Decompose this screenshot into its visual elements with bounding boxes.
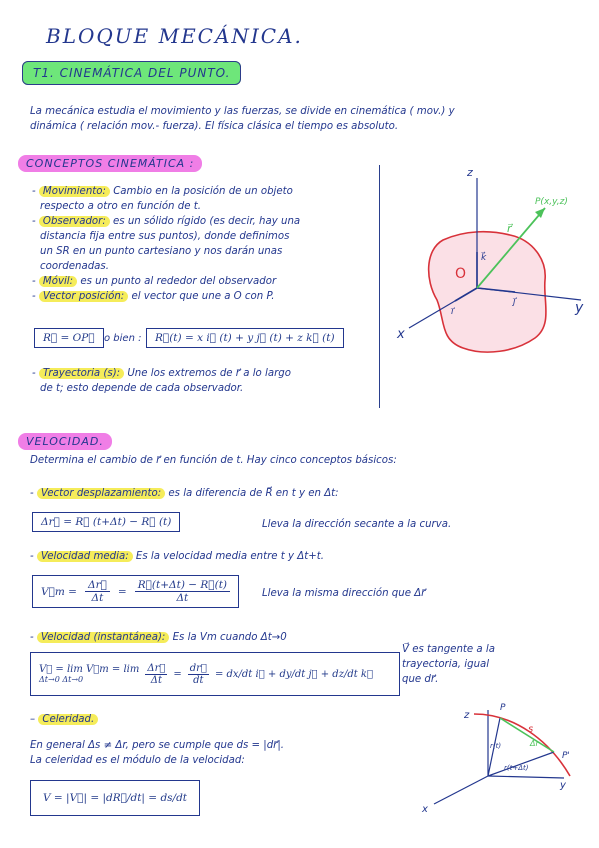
y-axis-2 xyxy=(488,776,564,778)
r-t-dt-label: r(t+Δt) xyxy=(504,764,529,772)
movil-term: Móvil: xyxy=(39,276,77,287)
eq-inst-a: V⃗ = lim V⃗m = lim xyxy=(39,664,140,675)
z-label: z xyxy=(467,166,473,179)
inst-note-2: trayectoria, igual xyxy=(402,659,490,670)
desplazamiento-note: Lleva la dirección secante a la curva. xyxy=(262,519,452,530)
desplazamiento-text: es la diferencia de R⃗ en t y en Δt: xyxy=(165,488,339,499)
position-vector-diagram xyxy=(385,160,595,410)
k-label: k⃗ xyxy=(481,253,487,263)
velocidad-heading-wrap xyxy=(18,430,112,449)
velocidad-heading: VELOCIDAD. xyxy=(18,433,112,450)
intro-paragraph xyxy=(30,104,570,134)
s-label: s xyxy=(528,724,534,735)
y-label: y xyxy=(575,300,584,316)
celeridad-text-1: En general Δs ≠ Δr, pero se cumple que ds = |dr⃗|. xyxy=(30,740,285,751)
movil-item: - Móvil: es un punto al rededor del observador xyxy=(32,276,277,287)
movimiento-term: Movimiento: xyxy=(39,186,110,197)
trajectory-diagram xyxy=(404,700,594,820)
eq-vm-frac-1 xyxy=(85,579,110,604)
vector-posicion-term: Vector posición: xyxy=(39,291,128,302)
velocidad-inst-text: Es la Vm cuando Δt→0 xyxy=(169,632,287,643)
observador-text-1: es un sólido rígido (es decir, hay una xyxy=(109,216,301,227)
eq-vm-equals: = xyxy=(117,585,127,598)
eq-inst-lim xyxy=(39,664,139,684)
eq-r-full: R⃗(t) = x i⃗ (t) + y j⃗ (t) + z k⃗ (t) xyxy=(146,328,344,348)
i-label: i⃗ xyxy=(451,307,454,317)
movimiento-text-1: Cambio en la posición de un objeto xyxy=(109,186,293,197)
eq-inst-frac-1 xyxy=(145,663,167,686)
eq-inst-equals: = xyxy=(173,668,182,680)
observador-text-4: coordenadas. xyxy=(40,261,109,272)
column-divider xyxy=(379,165,380,408)
observador-text-3: un SR en un punto cartesiano y nos darán unas xyxy=(40,246,283,257)
celeridad-term: Celeridad. xyxy=(38,714,98,725)
eq-inst-b-num: dr⃗ xyxy=(189,662,207,674)
eq-or-label: o bien : xyxy=(104,333,142,344)
eq-inst-b-den: dt xyxy=(193,674,204,686)
inst-note-1: V⃗ es tangente a la xyxy=(402,644,495,655)
eq-vm-num-2: R⃗(t+Δt) − R⃗(t) xyxy=(135,579,230,592)
origin-label: O xyxy=(455,266,467,282)
eq-celeridad: V = |V⃗| = |dR⃗/dt| = ds/dt xyxy=(30,780,200,816)
eq-velocidad-media xyxy=(32,575,239,608)
eq-inst-sub: Δt→0 Δt→0 xyxy=(39,675,84,684)
trayectoria-text-1: Une los extremos de r⃗ a lo largo xyxy=(124,368,291,379)
intro-line-2: dinámica ( relación mov.- fuerza). El física clásica el tiempo es absoluto. xyxy=(30,121,399,132)
velocidad-inst-note xyxy=(402,642,572,687)
celeridad-text-2: La celeridad es el módulo de la velocidad: xyxy=(30,755,245,766)
conceptos-list xyxy=(32,184,372,304)
topic-heading xyxy=(22,62,241,81)
observador-text-2: distancia fija entre sus puntos), donde definimos xyxy=(40,231,290,242)
eq-velocidad-inst xyxy=(30,652,400,696)
rigid-body-region xyxy=(429,232,546,352)
velocidad-inst-term: Velocidad (instantánea): xyxy=(37,632,169,643)
delta-r-vector xyxy=(500,718,554,752)
conceptos-heading: CONCEPTOS CINEMÁTICA : xyxy=(18,155,202,172)
inst-note-3: que dr⃗. xyxy=(402,674,439,685)
x-axis-2 xyxy=(434,776,488,804)
movimiento-item: - Movimiento: Cambio en la posición de un objeto xyxy=(32,186,293,197)
eq-inst-frac-den: Δt xyxy=(150,674,162,686)
eq-vm-lhs: V⃗m = xyxy=(41,585,77,598)
celeridad-text xyxy=(30,738,400,768)
p-prime-label: P' xyxy=(562,751,570,761)
eq-vm-frac-2 xyxy=(135,579,230,604)
trayectoria-term: Trayectoria (s): xyxy=(39,368,124,379)
y-label-2: y xyxy=(560,780,566,791)
movil-text: es un punto al rededor del observador xyxy=(77,276,277,287)
r-t-label: r(t) xyxy=(490,742,502,750)
observador-term: Observador: xyxy=(39,216,110,227)
eq-inst-frac-num: Δr⃗ xyxy=(147,662,166,674)
velocidad-media-text: Es la velocidad media entre t y Δt+t. xyxy=(132,551,324,562)
vector-posicion-item: - Vector posición: el vector que une a O con P. xyxy=(32,291,275,302)
eq-r-op: R⃗ = OP⃗ xyxy=(34,328,104,348)
p-label-2: P xyxy=(500,703,506,713)
conceptos-heading-wrap xyxy=(18,152,202,171)
vector-posicion-text: el vector que une a O con P. xyxy=(128,291,275,302)
eq-vm-num-1: Δr⃗ xyxy=(85,579,110,592)
eq-vm-den-1: Δt xyxy=(91,592,104,604)
celeridad-item: – Celeridad. xyxy=(30,712,98,727)
velocidad-media-note: Lleva la misma dirección que Δr⃗ xyxy=(262,588,426,599)
velocidad-inst-item: - Velocidad (instantánea): Es la Vm cuando Δt→0 xyxy=(30,632,287,643)
velocidad-intro: Determina el cambio de r⃗ en función de t. Hay cinco conceptos básicos: xyxy=(30,455,397,466)
eq-inst-frac-2 xyxy=(188,663,209,686)
velocidad-media-item: - Velocidad media: Es la velocidad media entre t y Δt+t. xyxy=(30,551,324,562)
velocidad-media-term: Velocidad media: xyxy=(37,551,133,562)
delta-r-label: Δr xyxy=(530,739,539,748)
point-p-label: P(x,y,z) xyxy=(535,197,568,207)
eq-desplazamiento: Δr⃗ = R⃗ (t+Δt) − R⃗ (t) xyxy=(32,512,180,532)
x-label-2: x xyxy=(422,804,428,815)
trayectoria-text-2: de t; esto depende de cada observador. xyxy=(40,383,244,394)
page-title: BLOQUE MECÁNICA. xyxy=(46,24,303,48)
desplazamiento-term: Vector desplazamiento: xyxy=(37,488,165,499)
trayectoria-item: - Trayectoria (s): Une los extremos de r⃗ a lo largo de t; esto depende de cada observador. xyxy=(32,366,372,396)
j-label: j⃗ xyxy=(513,297,516,307)
desplazamiento-item: - Vector desplazamiento: es la diferencia de R⃗ en t y en Δt: xyxy=(30,488,339,499)
movimiento-text-2: respecto a otro en función de t. xyxy=(40,201,201,212)
r-vector-arrowhead xyxy=(535,208,545,218)
x-label: x xyxy=(397,327,405,342)
z-label-2: z xyxy=(464,710,470,721)
topic-label: T1. CINEMÁTICA DEL PUNTO. xyxy=(22,61,241,85)
intro-line-1: La mecánica estudia el movimiento y las fuerzas, se divide en cinemática ( mov.) y xyxy=(30,106,455,117)
r-label: r⃗ xyxy=(507,222,512,235)
eq-vm-den-2: Δt xyxy=(176,592,189,604)
observador-item: - Observador: es un sólido rígido (es decir, hay una xyxy=(32,216,301,227)
eq-inst-components: = dx/dt i⃗ + dy/dt j⃗ + dz/dt k⃗ xyxy=(214,668,373,680)
